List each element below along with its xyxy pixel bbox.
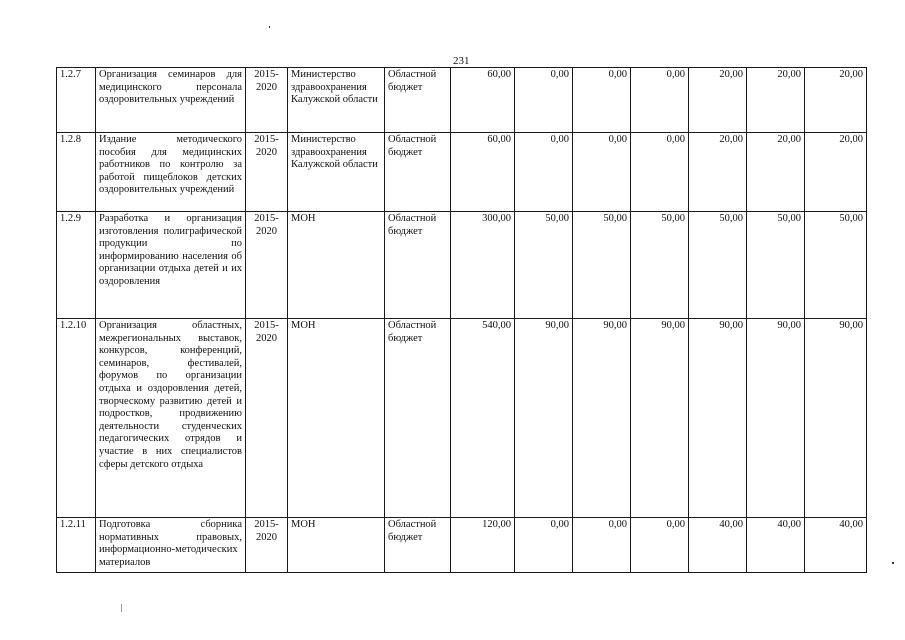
table-row xyxy=(57,212,867,319)
year-amount: 50,00 xyxy=(573,212,631,319)
period: 2015-2020 xyxy=(246,133,288,212)
executor: Министерство здравоохранения Калужской области xyxy=(288,68,385,133)
scan-speck xyxy=(892,562,894,564)
funding-source: Областной бюджет xyxy=(385,518,451,573)
year-amount: 0,00 xyxy=(631,518,689,573)
activity-name: Организация областных, межрегиональных выставок, конкурсов, конференций, семинаров, фестивалей, форумов по организации отдыха и оздоровления детей, творческому развитию детей и подростков, продвижению деятельности студенческих педагогических отрядов и участие в них специалистов сферы детского отдыха xyxy=(96,319,246,518)
page-number: 231 xyxy=(453,55,470,67)
row-number: 1.2.9 xyxy=(57,212,96,319)
period: 2015-2020 xyxy=(246,518,288,573)
year-amount: 0,00 xyxy=(631,68,689,133)
row-number: 1.2.11 xyxy=(57,518,96,573)
year-amount: 50,00 xyxy=(747,212,805,319)
year-amount: 40,00 xyxy=(689,518,747,573)
year-amount: 40,00 xyxy=(747,518,805,573)
row-number: 1.2.8 xyxy=(57,133,96,212)
year-amount: 0,00 xyxy=(631,133,689,212)
executor: МОН xyxy=(288,319,385,518)
year-amount: 0,00 xyxy=(515,133,573,212)
table-row xyxy=(57,518,867,573)
program-activities-table xyxy=(56,67,867,573)
year-amount: 90,00 xyxy=(805,319,867,518)
year-amount: 50,00 xyxy=(631,212,689,319)
period: 2015-2020 xyxy=(246,319,288,518)
row-number: 1.2.7 xyxy=(57,68,96,133)
year-amount: 0,00 xyxy=(573,133,631,212)
activity-name: Издание методического пособия для медицинских работников по контролю за работой пищеблоков детских оздоровительных учреждений xyxy=(96,133,246,212)
year-amount: 90,00 xyxy=(573,319,631,518)
year-amount: 20,00 xyxy=(805,68,867,133)
year-amount: 50,00 xyxy=(805,212,867,319)
year-amount: 90,00 xyxy=(631,319,689,518)
executor: МОН xyxy=(288,518,385,573)
year-amount: 20,00 xyxy=(747,133,805,212)
year-amount: 0,00 xyxy=(515,68,573,133)
year-amount: 20,00 xyxy=(689,68,747,133)
funding-source: Областной бюджет xyxy=(385,212,451,319)
period: 2015-2020 xyxy=(246,212,288,319)
total-amount: 540,00 xyxy=(451,319,515,518)
year-amount: 90,00 xyxy=(515,319,573,518)
table-row xyxy=(57,68,867,133)
year-amount: 20,00 xyxy=(747,68,805,133)
activity-name: Разработка и организация изготовления полиграфической продукции по информированию населения об организации отдыха детей и их оздоровления xyxy=(96,212,246,319)
activity-name: Подготовка сборника нормативных правовых, информационно-методических материалов xyxy=(96,518,246,573)
row-number: 1.2.10 xyxy=(57,319,96,518)
year-amount: 50,00 xyxy=(515,212,573,319)
year-amount: 20,00 xyxy=(689,133,747,212)
scan-speck xyxy=(121,604,122,612)
year-amount: 90,00 xyxy=(689,319,747,518)
scan-speck xyxy=(269,26,270,28)
total-amount: 300,00 xyxy=(451,212,515,319)
activity-name: Организация семинаров для медицинского персонала оздоровительных учреждений xyxy=(96,68,246,133)
funding-source: Областной бюджет xyxy=(385,133,451,212)
funding-source: Областной бюджет xyxy=(385,68,451,133)
year-amount: 20,00 xyxy=(805,133,867,212)
year-amount: 0,00 xyxy=(573,518,631,573)
year-amount: 0,00 xyxy=(573,68,631,133)
year-amount: 50,00 xyxy=(689,212,747,319)
total-amount: 60,00 xyxy=(451,68,515,133)
year-amount: 40,00 xyxy=(805,518,867,573)
period: 2015-2020 xyxy=(246,68,288,133)
funding-source: Областной бюджет xyxy=(385,319,451,518)
table-row xyxy=(57,319,867,518)
executor: Министерство здравоохранения Калужской области xyxy=(288,133,385,212)
executor: МОН xyxy=(288,212,385,319)
year-amount: 90,00 xyxy=(747,319,805,518)
total-amount: 60,00 xyxy=(451,133,515,212)
year-amount: 0,00 xyxy=(515,518,573,573)
total-amount: 120,00 xyxy=(451,518,515,573)
table-row xyxy=(57,133,867,212)
